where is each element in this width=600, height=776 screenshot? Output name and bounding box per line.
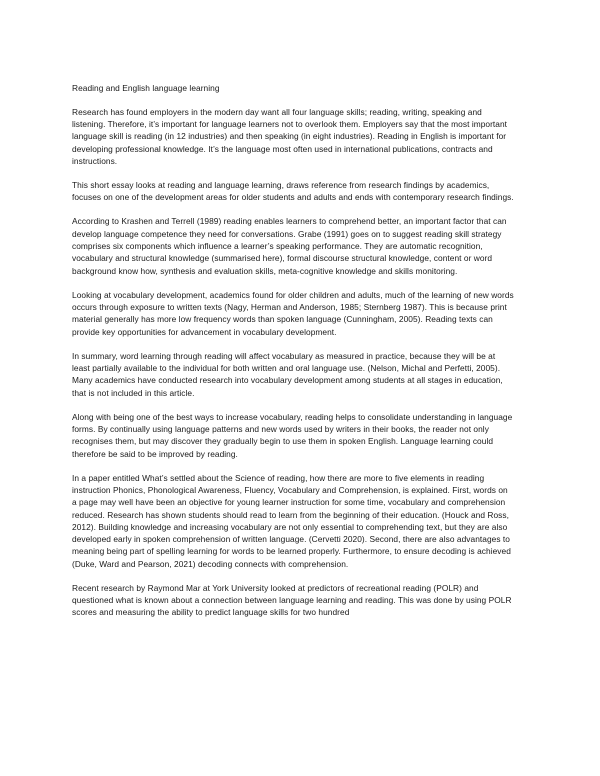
paragraph-recent-research: Recent research by Raymond Mar at York University looked at predictors of recreational reading (POLR) and questioned what is known about a connection between language learning and reading. This was done by using POLR scores and measuring the ability to predict language skills for two hundred bbox=[72, 582, 512, 618]
paragraph-essay-overview: This short essay looks at reading and language learning, draws reference from research findings by academics, focuses on one of the development areas for older students and adults and ends with contemporary research findings. bbox=[72, 180, 514, 203]
document-title: Reading and English language learning bbox=[72, 83, 220, 93]
paragraph-summary: In summary, word learning through reading will affect vocabulary as measured in practice, because they will be at least partially available to the individual for both written and oral language use. (Nelson, Michal and Perfetti, 2005). Many academics have conducted research into vocabulary development among students at all stages in education, that is not included in this article. bbox=[72, 350, 503, 398]
paragraph-krashen-terrell: According to Krashen and Terrell (1989) reading enables learners to comprehend better, an important factor that can develop language competence they need for conversations. Grabe (1991) goes on to suggest reading skill strategy comprises six components which influence a learner’s speaking performance. They are automatic recognition, vocabulary and structural knowledge (summarised here), formal discourse structural knowledge, content or word background know how, synthesis and evaluation skills, meta-cognitive knowledge and skills monitoring. bbox=[72, 216, 507, 276]
paragraph-employer-language-skills: Research has found employers in the modern day want all four language skills; reading, writing, speaking and listening. Therefore, it’s important for language learners not to overlook them. Employers say that the most important language skill is reading (in 12 industries) and then speaking (in eight industries). Reading in English is important for developing professional knowledge. It’s the language most often used in international publications, contracts and instructions. bbox=[72, 106, 508, 166]
paragraph-language-forms: Along with being one of the best ways to increase vocabulary, reading helps to consolidate understanding in language forms. By continually using language patterns and new words used by writers in their books, the reader not only recognises them, but may discover they gradually begin to use them in spoken English. Language learning could therefore be said to be improved by reading. bbox=[72, 411, 513, 459]
paragraph-science-of-reading: In a paper entitled What’s settled about the Science of reading, how there are more to five elements in reading instruction Phonics, Phonological Awareness, Fluency, Vocabulary and Comprehension, is explained. First, words on a page may well have been an objective for young learner instruction for some time, vocabulary and comprehension reduced. Research has shown students should read to learn from the beginning of their education. (Houck and Ross, 2012). Building knowledge and increasing vocabulary are not only essential to comprehending text, but they are also developed early in spoken comprehension of written language. (Cervetti 2020). Second, there are also advantages to meaning being part of spelling learning for words to be learned properly. Furthermore, to ensure decoding is achieved (Duke, Ward and Pearson, 2021) decoding connects with comprehension. bbox=[72, 472, 511, 569]
paragraph-vocabulary-development: Looking at vocabulary development, academics found for older children and adults, much of the learning of new words occurs through exposure to written texts (Nagy, Herman and Anderson, 1985; Sternberg 1987). This is because print material generally has more low frequency words than spoken language (Cunningham, 2005). Reading texts can provide key opportunities for advancement in vocabulary development. bbox=[72, 289, 514, 337]
